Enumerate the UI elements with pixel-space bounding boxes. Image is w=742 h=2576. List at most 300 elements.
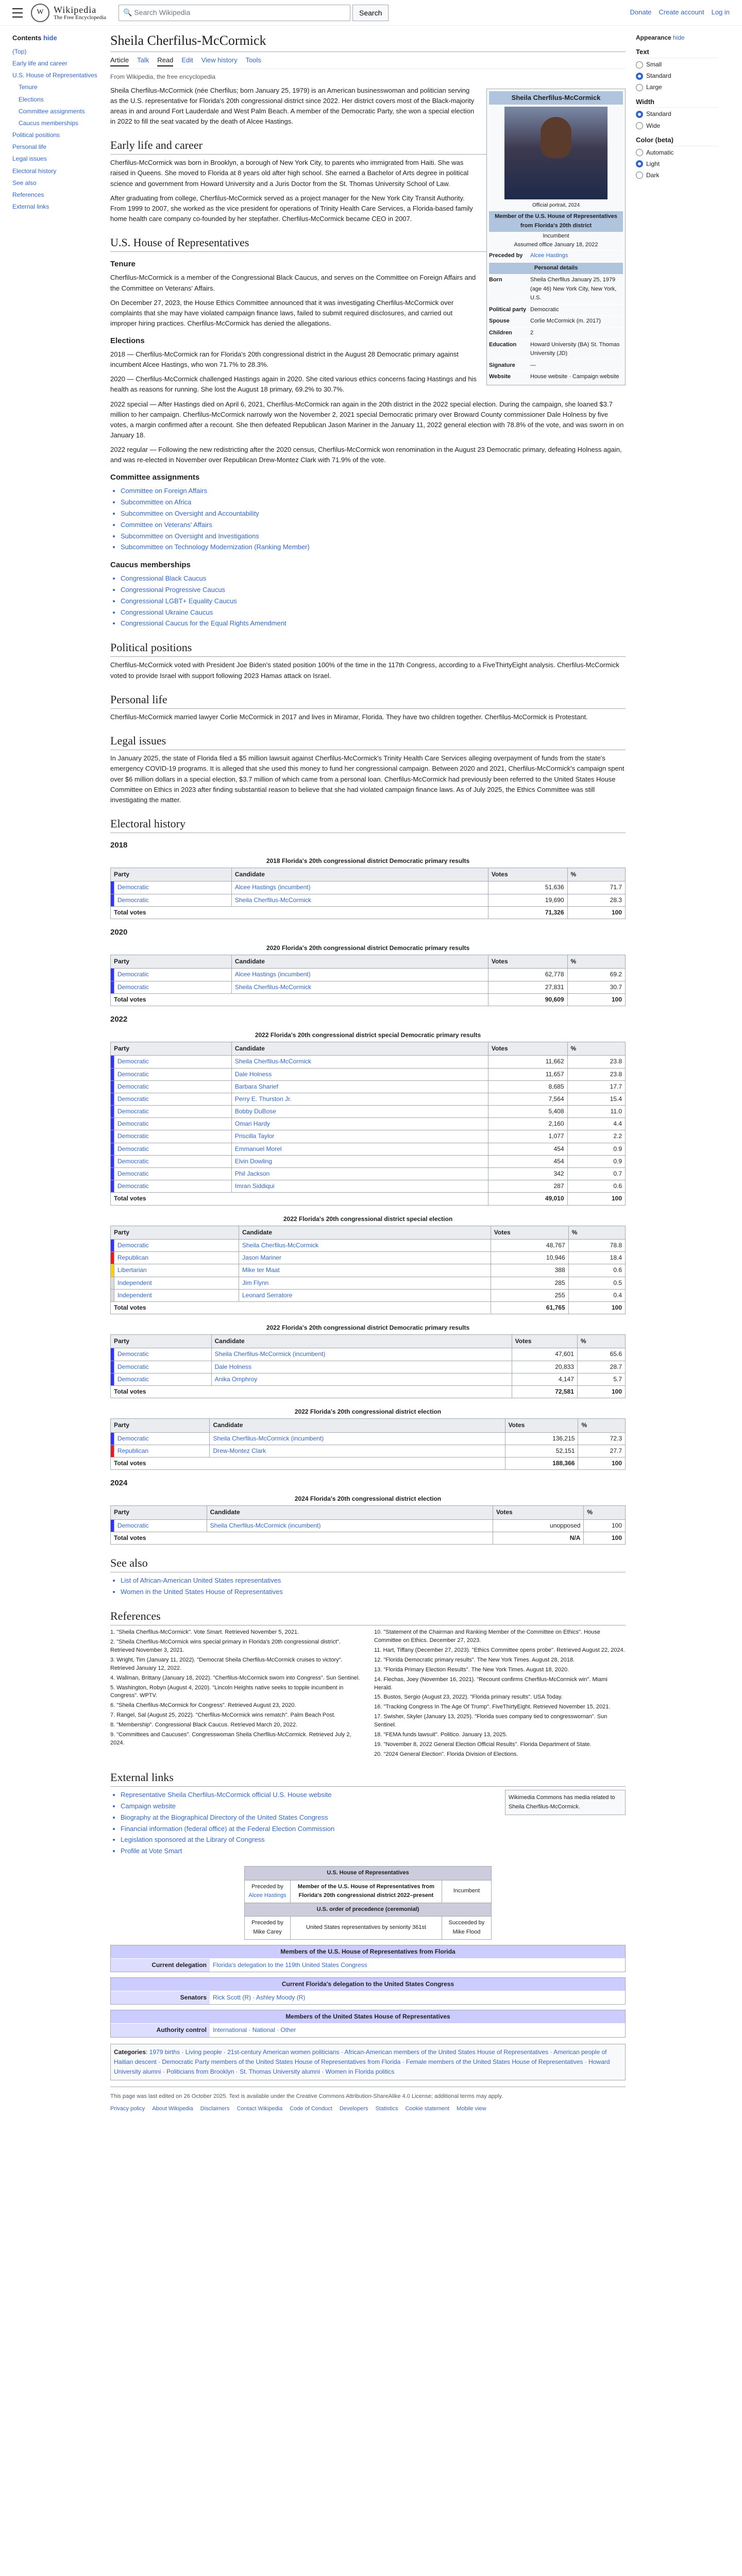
party-color-swatch <box>111 894 114 906</box>
table-row <box>111 1130 626 1143</box>
party-cell[interactable]: Democratic <box>114 981 232 993</box>
reference-item[interactable] <box>110 1656 362 1673</box>
table-row <box>111 1432 626 1445</box>
reference-text: Wallman, Brittany (January 18, 2022). "Cherfilus-McCormick sworn into Congress". Sun Sentinel. <box>116 1674 360 1681</box>
reference-text: Flechas, Joey (November 16, 2021). "Recount confirms Cherfilus-McCormick win". Miami Herald. <box>374 1676 608 1691</box>
option-label: Wide <box>646 122 661 129</box>
reference-item[interactable] <box>110 1684 362 1701</box>
appearance-option[interactable] <box>636 159 718 169</box>
subsection-list <box>121 486 626 553</box>
navbox-list[interactable]: International · National · Other <box>213 2026 296 2034</box>
categories-label[interactable]: Categories <box>114 2048 146 2056</box>
reference-number: 8. <box>110 1722 117 1728</box>
pct-cell: 0.9 <box>567 1143 625 1155</box>
col-candidate: Candidate <box>231 868 488 882</box>
navbox-group: Authority control <box>111 2024 210 2037</box>
commons-box[interactable]: Wikimedia Commons has media related to Sheila Cherfilus-McCormick. <box>505 1790 626 1815</box>
succession-incumbent: Incumbent <box>442 1880 491 1903</box>
external-link[interactable]: • Legislation sponsored at the Library of Congress <box>121 1835 626 1845</box>
footer-link[interactable]: Mobile view <box>457 2105 486 2112</box>
category-links: Categories: 1979 births · Living people · 21st-century American women politicians · African-American members of the United States House of Representatives · American people of Haitian descent · Democratic Party members of the United States House of Representatives from Florida · Female members of the United States House of Representatives · Howard University alumni · Politicians from Brooklyn · St. Thomas University alumni · Women in Florida politics <box>110 2044 626 2081</box>
candidate-cell[interactable]: Perry E. Thurston Jr. <box>231 1093 488 1105</box>
reference-item[interactable] <box>374 1693 626 1702</box>
col-votes: Votes <box>488 1042 567 1056</box>
candidate-cell[interactable]: Dale Holness <box>231 1068 488 1080</box>
election-caption[interactable]: 2024 Florida's 20th congressional district election <box>294 1495 442 1503</box>
infobox-row <box>489 327 623 339</box>
candidate-cell[interactable]: Sheila Cherfilus-McCormick (incumbent) <box>211 1348 512 1361</box>
reference-item[interactable] <box>374 1731 626 1739</box>
candidate-cell[interactable]: Sheila Cherfilus-McCormick <box>231 981 488 993</box>
external-link[interactable]: • Biography at the Biographical Directory of the United States Congress <box>121 1812 626 1823</box>
toc-item[interactable]: Committee assignments <box>19 107 85 115</box>
toc-item[interactable]: (Top) <box>12 47 27 55</box>
party-cell[interactable]: Democratic <box>114 1106 232 1118</box>
succession-preceded[interactable]: Alcee Hastings <box>248 1892 286 1899</box>
category-list[interactable]: 1979 births · Living people · 21st-century American women politicians · African-American members of the United States House of Representatives · American people of Haitian descent · Democratic Party members of the United States House of Representatives from Florida · Female members of the United States House of Representatives · Howard University alumni · Politicians from Brooklyn · St. Thomas University alumni · Women in Florida politics <box>114 2048 610 2076</box>
reference-text: "November 8, 2022 General Election Official Results". Florida Department of State. <box>383 1741 592 1748</box>
radio-icon <box>636 73 643 80</box>
list-item[interactable]: • Congressional LGBT+ Equality Caucus <box>121 596 626 607</box>
votes-cell: 285 <box>491 1277 568 1289</box>
see-also-link[interactable]: • List of African-American United States representatives <box>121 1575 626 1586</box>
total-votes: 72,581 <box>512 1386 577 1398</box>
table-row <box>111 1361 626 1373</box>
list-item[interactable]: • Congressional Ukraine Caucus <box>121 607 626 618</box>
official-portrait[interactable] <box>504 107 608 199</box>
reference-item[interactable] <box>374 1703 626 1711</box>
footer-link[interactable]: Contact Wikipedia <box>237 2105 283 2112</box>
candidate-cell[interactable]: Omari Hardy <box>231 1118 488 1130</box>
appearance-option[interactable] <box>636 71 718 81</box>
total-pct: 100 <box>567 906 625 919</box>
reference-item[interactable] <box>374 1713 626 1730</box>
page-tab[interactable]: Read <box>157 55 173 67</box>
votes-cell: 48,767 <box>491 1239 568 1251</box>
party-cell[interactable]: Democratic <box>114 1519 207 1532</box>
candidate-cell[interactable]: Alcee Hastings (incumbent) <box>231 969 488 981</box>
succession-office: Member of the U.S. House of Representatives from Florida's 20th congressional district 2022–present <box>297 1883 435 1899</box>
infobox-value: 2 <box>530 329 534 336</box>
reference-number: 1. <box>110 1629 117 1635</box>
assumed-office: Assumed office January 18, 2022 <box>514 242 598 248</box>
table-row <box>111 1093 626 1105</box>
reference-item[interactable] <box>374 1741 626 1749</box>
party-color-swatch <box>111 1239 114 1251</box>
col-pct: % <box>567 868 625 882</box>
candidate-cell[interactable]: Jason Mariner <box>239 1252 491 1264</box>
toc-item[interactable]: Early life and career <box>12 59 68 67</box>
appearance-option[interactable] <box>636 82 718 92</box>
reference-item[interactable] <box>110 1731 362 1748</box>
subsection-heading: Tenure <box>110 260 136 269</box>
table-row <box>111 1068 626 1080</box>
candidate-cell[interactable]: Jim Flynn <box>239 1277 491 1289</box>
reference-item[interactable] <box>110 1721 362 1730</box>
election-caption[interactable]: 2022 Florida's 20th congressional district special election <box>283 1215 453 1223</box>
list-item[interactable]: • Subcommittee on Technology Modernization (Ranking Member) <box>121 542 626 553</box>
election-caption[interactable]: 2022 Florida's 20th congressional district election <box>294 1408 442 1416</box>
infobox-title: Sheila Cherfilus-McCormick <box>489 91 623 105</box>
candidate-cell[interactable]: Emmanuel Morel <box>231 1143 488 1155</box>
list-item[interactable]: • Congressional Caucus for the Equal Rights Amendment <box>121 618 626 629</box>
total-label: Total votes <box>111 906 488 919</box>
toc-hide-button[interactable]: hide <box>43 34 57 42</box>
pct-cell: 78.8 <box>568 1239 625 1251</box>
header-link[interactable]: Create account <box>659 8 704 16</box>
subsection-paragraph: 2018 — Cherfilus-McCormick ran for Florida's 20th congressional district in the August 28 Democratic primary against incumbent Alcee Hastings, who won 71.7% to 28.3%. <box>110 350 459 369</box>
option-label: Small <box>646 60 662 68</box>
footer-link[interactable]: Statistics <box>375 2105 398 2112</box>
page-title: Sheila Cherfilus-McCormick <box>110 30 626 52</box>
party-cell[interactable]: Republican <box>114 1445 210 1457</box>
toc-item[interactable]: Legal issues <box>12 155 47 163</box>
navbox-title[interactable]: Current Florida's delegation to the United States Congress <box>111 1978 625 1991</box>
table-row <box>111 1143 626 1155</box>
page-tabs <box>110 53 626 70</box>
party-color-swatch <box>111 1080 114 1093</box>
election-table <box>110 1213 626 1315</box>
votes-cell: 62,778 <box>488 969 567 981</box>
footer-link[interactable]: Cookie statement <box>405 2105 450 2112</box>
candidate-cell[interactable]: Sheila Cherfilus-McCormick (incumbent) <box>207 1519 493 1532</box>
list-item[interactable]: • Congressional Black Caucus <box>121 573 626 584</box>
appearance-option[interactable] <box>636 109 718 119</box>
option-label: Light <box>646 160 660 167</box>
pct-cell: 17.7 <box>567 1080 625 1093</box>
party-cell[interactable]: Democratic <box>114 1080 232 1093</box>
pct-cell: 15.4 <box>567 1093 625 1105</box>
external-link[interactable]: • Profile at Vote Smart <box>121 1846 626 1857</box>
table-header-row <box>111 868 626 882</box>
article-content <box>100 26 636 2119</box>
toc-item[interactable]: U.S. House of Representatives <box>12 72 97 79</box>
candidate-cell[interactable]: Anika Omphroy <box>211 1373 512 1385</box>
table-row <box>111 969 626 981</box>
election-year: 2018 <box>110 841 128 850</box>
pct-cell: 2.2 <box>567 1130 625 1143</box>
precedence-prev[interactable]: Preceded by Mike Carey <box>245 1917 291 1939</box>
appearance-option[interactable] <box>636 171 718 180</box>
toc-item[interactable]: Tenure <box>19 83 38 91</box>
footer-link[interactable]: Code of Conduct <box>290 2105 332 2112</box>
party-cell[interactable]: Democratic <box>114 1093 232 1105</box>
election-caption[interactable]: 2018 Florida's 20th congressional district Democratic primary results <box>266 857 470 865</box>
subsection-heading: Committee assignments <box>110 473 200 482</box>
party-cell[interactable]: Democratic <box>114 1239 239 1251</box>
election-caption[interactable]: 2022 Florida's 20th congressional district Democratic primary results <box>266 1324 470 1332</box>
navbox <box>110 1945 626 1972</box>
toc-item[interactable]: Elections <box>19 95 44 103</box>
page-tab[interactable]: View history <box>201 56 238 64</box>
party-color-swatch <box>111 1519 114 1532</box>
page-footer <box>110 2087 626 2119</box>
section-heading: Early life and career <box>110 136 626 155</box>
party-cell[interactable]: Democratic <box>114 1155 232 1167</box>
col-candidate: Candidate <box>231 955 488 969</box>
office-title[interactable]: Member of the U.S. House of Representatives from Florida's 20th district <box>489 211 623 231</box>
party-cell[interactable]: Democratic <box>114 1143 232 1155</box>
total-votes: 49,010 <box>488 1193 567 1205</box>
candidate-cell[interactable]: Sheila Cherfilus-McCormick <box>231 1056 488 1068</box>
infobox-row <box>489 371 623 383</box>
candidate-cell[interactable]: Barbara Sharief <box>231 1080 488 1093</box>
votes-cell: 10,946 <box>491 1252 568 1264</box>
list-item[interactable]: • Committee on Foreign Affairs <box>121 486 626 497</box>
option-label: Large <box>646 83 662 91</box>
precedence-next[interactable]: Succeeded by Mike Flood <box>442 1917 491 1939</box>
navbox-title[interactable]: Members of the United States House of Representatives <box>111 2010 625 2023</box>
col-party: Party <box>111 1335 212 1348</box>
col-votes: Votes <box>488 868 567 882</box>
preceded-label: Preceded by <box>489 252 523 259</box>
lead-paragraph: Sheila Cherfilus-McCormick (née Cherfilus; born January 25, 1979) is an American businesswoman and politician serving as the U.S. representative for Florida's 20th congressional district since 2022. Her district covers most of the Black-majority areas in and around Fort Lauderdale and West Palm Beach. A member of the Democratic Party, she won a special election in 2022 to fill the seat vacated by the death of Alcee Hastings. <box>110 86 475 125</box>
votes-cell: 136,215 <box>505 1432 578 1445</box>
party-cell[interactable]: Independent <box>114 1277 239 1289</box>
personal-details-header: Personal details <box>489 263 623 274</box>
election-table <box>110 1405 626 1470</box>
toc-item[interactable]: External links <box>12 203 49 211</box>
reference-item[interactable] <box>110 1711 362 1720</box>
col-candidate: Candidate <box>211 1335 512 1348</box>
candidate-cell[interactable]: Sheila Cherfilus-McCormick <box>231 894 488 906</box>
party-cell[interactable]: Democratic <box>114 969 232 981</box>
appearance-option[interactable] <box>636 148 718 158</box>
infobox-value: Howard University (BA) St. Thomas University (JD) <box>530 341 620 357</box>
toc-item[interactable]: Personal life <box>12 143 47 151</box>
candidate-cell[interactable]: Imran Siddiqui <box>231 1180 488 1193</box>
table-row <box>111 1348 626 1361</box>
page-tab[interactable]: Tools <box>245 56 261 64</box>
infobox-row <box>489 360 623 371</box>
party-color-swatch <box>111 1361 114 1373</box>
election-caption[interactable]: 2020 Florida's 20th congressional district Democratic primary results <box>266 944 470 952</box>
party-cell[interactable]: Democratic <box>114 1361 212 1373</box>
pct-cell: 18.4 <box>568 1252 625 1264</box>
candidate-cell[interactable]: Mike ter Maat <box>239 1264 491 1277</box>
toc-item[interactable]: Electoral history <box>12 167 57 175</box>
candidate-cell[interactable]: Phil Jackson <box>231 1168 488 1180</box>
votes-cell: 4,147 <box>512 1373 577 1385</box>
party-color-swatch <box>111 1445 114 1457</box>
toc-item[interactable]: Political positions <box>12 131 60 139</box>
footer-link[interactable]: Disclaimers <box>200 2105 230 2112</box>
navbox-title[interactable]: Members of the U.S. House of Representatives from Florida <box>111 1945 625 1958</box>
list-item[interactable]: • Subcommittee on Oversight and Accountability <box>121 509 626 519</box>
reference-item[interactable] <box>374 1751 626 1759</box>
party-cell[interactable]: Democratic <box>114 1373 212 1385</box>
reference-item[interactable] <box>110 1702 362 1710</box>
infobox <box>486 89 626 385</box>
list-item[interactable]: • Subcommittee on Africa <box>121 497 626 508</box>
radio-icon <box>636 84 643 91</box>
page-tab[interactable]: Article <box>110 55 129 67</box>
reference-number: 3. <box>110 1656 117 1663</box>
reference-item[interactable] <box>374 1647 626 1655</box>
col-votes: Votes <box>505 1419 578 1432</box>
appearance-hide-button[interactable]: hide <box>673 34 685 41</box>
party-cell[interactable]: Independent <box>114 1289 239 1301</box>
party-cell[interactable]: Democratic <box>114 1180 232 1193</box>
reference-number: 15. <box>374 1694 384 1701</box>
party-cell[interactable]: Libertarian <box>114 1264 239 1277</box>
votes-cell: 11,657 <box>488 1068 567 1080</box>
search-button[interactable]: Search <box>352 5 389 21</box>
reference-item[interactable] <box>374 1656 626 1665</box>
toc-item[interactable]: References <box>12 191 44 199</box>
party-cell[interactable]: Democratic <box>114 1068 232 1080</box>
reference-text: "Sheila Cherfilus-McCormick for Congress". Retrieved August 23, 2020. <box>116 1702 296 1709</box>
reference-number: 5. <box>110 1684 117 1691</box>
pct-cell: 4.4 <box>567 1118 625 1130</box>
col-pct: % <box>568 1226 625 1239</box>
navbox-row <box>111 1991 625 2004</box>
header-link[interactable]: Donate <box>630 8 652 16</box>
votes-cell: 454 <box>488 1155 567 1167</box>
infobox-key: Signature <box>489 362 515 368</box>
see-also-link[interactable]: • Women in the United States House of Representatives <box>121 1587 626 1598</box>
party-color-swatch <box>111 1348 114 1361</box>
reference-number: 13. <box>374 1666 384 1673</box>
party-cell[interactable]: Democratic <box>114 894 232 906</box>
reference-item[interactable] <box>374 1666 626 1674</box>
list-item[interactable]: • Congressional Progressive Caucus <box>121 585 626 596</box>
external-link[interactable]: • Representative Sheila Cherfilus-McCormick official U.S. House website <box>121 1790 626 1801</box>
infobox-row <box>489 274 623 304</box>
preceded-link[interactable]: Alcee Hastings <box>530 252 568 259</box>
footer-link[interactable]: Privacy policy <box>110 2105 145 2112</box>
candidate-cell[interactable]: Dale Holness <box>211 1361 512 1373</box>
reference-number: 18. <box>374 1732 384 1738</box>
votes-cell: 255 <box>491 1289 568 1301</box>
col-party: Party <box>111 1419 210 1432</box>
color-label: Color (beta) <box>636 135 718 146</box>
party-cell[interactable]: Republican <box>114 1252 239 1264</box>
party-cell[interactable]: Democratic <box>114 1168 232 1180</box>
total-votes: 188,366 <box>505 1457 578 1469</box>
party-cell[interactable]: Democratic <box>114 882 232 894</box>
infobox-row <box>489 339 623 360</box>
votes-cell: 27,831 <box>488 981 567 993</box>
party-cell[interactable]: Democratic <box>114 1056 232 1068</box>
table-row <box>111 1180 626 1193</box>
reference-item[interactable] <box>110 1638 362 1655</box>
col-party: Party <box>111 868 232 882</box>
table-header-row <box>111 1042 626 1056</box>
search-input[interactable]: 🔍 Search Wikipedia <box>119 5 350 21</box>
toc-item[interactable]: Caucus memberships <box>19 119 79 127</box>
party-color-swatch <box>111 1264 114 1277</box>
footer-link[interactable]: About Wikipedia <box>152 2105 193 2112</box>
list-item[interactable]: • Subcommittee on Oversight and Investigations <box>121 531 626 542</box>
candidate-cell[interactable]: Alcee Hastings (incumbent) <box>231 882 488 894</box>
portrait-caption: Official portrait, 2024 <box>532 202 580 209</box>
main-menu-icon[interactable] <box>12 8 23 18</box>
reference-number: 2. <box>110 1638 117 1645</box>
pct-cell: 65.6 <box>577 1348 625 1361</box>
navbox-list[interactable]: Florida's delegation to the 119th United States Congress <box>213 1961 367 1969</box>
election-caption[interactable]: 2022 Florida's 20th congressional district special Democratic primary results <box>255 1031 481 1039</box>
reference-item[interactable] <box>374 1676 626 1692</box>
candidate-cell[interactable]: Leonard Serratore <box>239 1289 491 1301</box>
infobox-key: Born <box>489 276 502 283</box>
footer-link[interactable]: Developers <box>339 2105 368 2112</box>
appearance-option[interactable] <box>636 121 718 131</box>
table-row <box>111 1155 626 1167</box>
votes-cell: 11,662 <box>488 1056 567 1068</box>
reference-text: "Florida Democratic primary results". The New York Times. August 28, 2018. <box>383 1656 575 1663</box>
candidate-cell[interactable]: Priscilla Taylor <box>231 1130 488 1143</box>
page-tab[interactable]: Edit <box>181 56 193 64</box>
party-cell[interactable]: Democratic <box>114 1432 210 1445</box>
total-pct: 100 <box>567 1193 625 1205</box>
option-label: Standard <box>646 110 671 118</box>
party-cell[interactable]: Democratic <box>114 1348 212 1361</box>
electoral-history-heading: Electoral history <box>110 815 626 833</box>
appearance-option[interactable] <box>636 60 718 70</box>
pct-cell: 27.7 <box>578 1445 626 1457</box>
candidate-cell[interactable]: Sheila Cherfilus-McCormick <box>239 1239 491 1251</box>
external-link[interactable]: • Financial information (federal office) at the Federal Election Commission <box>121 1824 626 1835</box>
party-color-swatch <box>111 1289 114 1301</box>
list-item[interactable]: • Committee on Veterans' Affairs <box>121 520 626 531</box>
personal-tools <box>630 7 730 18</box>
party-cell[interactable]: Democratic <box>114 1118 232 1130</box>
reference-item[interactable] <box>110 1629 362 1637</box>
candidate-cell[interactable]: Drew-Montez Clark <box>210 1445 505 1457</box>
candidate-cell[interactable]: Sheila Cherfilus-McCormick (incumbent) <box>210 1432 505 1445</box>
reference-number: 10. <box>374 1629 384 1635</box>
wikipedia-logo[interactable] <box>31 4 106 22</box>
pct-cell: 23.8 <box>567 1068 625 1080</box>
pct-cell: 69.2 <box>567 969 625 981</box>
candidate-cell[interactable]: Elvin Dowling <box>231 1155 488 1167</box>
section-heading: Legal issues <box>110 732 626 750</box>
external-link[interactable]: • Campaign website <box>121 1801 626 1812</box>
pct-cell: 5.7 <box>577 1373 625 1385</box>
reference-item[interactable] <box>110 1674 362 1683</box>
header-link[interactable]: Log in <box>711 8 730 16</box>
site-name: Wikipedia <box>54 4 97 15</box>
reference-item[interactable] <box>374 1629 626 1645</box>
total-pct: 100 <box>567 993 625 1006</box>
total-row <box>111 1193 626 1205</box>
votes-cell: unopposed <box>493 1519 584 1532</box>
election-year: 2020 <box>110 928 128 937</box>
navbox <box>110 1977 626 2005</box>
candidate-cell[interactable]: Bobby DuBose <box>231 1106 488 1118</box>
votes-cell: 19,690 <box>488 894 567 906</box>
total-pct: 100 <box>577 1386 625 1398</box>
party-cell[interactable]: Democratic <box>114 1130 232 1143</box>
table-header-row <box>111 1226 626 1239</box>
votes-cell: 20,833 <box>512 1361 577 1373</box>
party-color-swatch <box>111 1056 114 1068</box>
reference-text: "Committees and Caucuses". Congresswoman Sheila Cherfilus-McCormick. Retrieved July 2, 2024. <box>110 1732 351 1747</box>
pct-cell: 0.6 <box>567 1180 625 1193</box>
subsection-heading: Elections <box>110 336 145 346</box>
votes-cell: 388 <box>491 1264 568 1277</box>
table-row <box>111 1519 626 1532</box>
page-tab[interactable]: Talk <box>137 56 149 64</box>
table-row <box>111 894 626 906</box>
external-links-heading: External links <box>110 1768 626 1787</box>
navbox-list[interactable]: Rick Scott (R) · Ashley Moody (R) <box>213 1994 306 2002</box>
toc-item[interactable]: See also <box>12 179 37 187</box>
reference-number: 17. <box>374 1714 384 1720</box>
total-row <box>111 993 626 1006</box>
total-votes: 61,765 <box>491 1301 568 1314</box>
